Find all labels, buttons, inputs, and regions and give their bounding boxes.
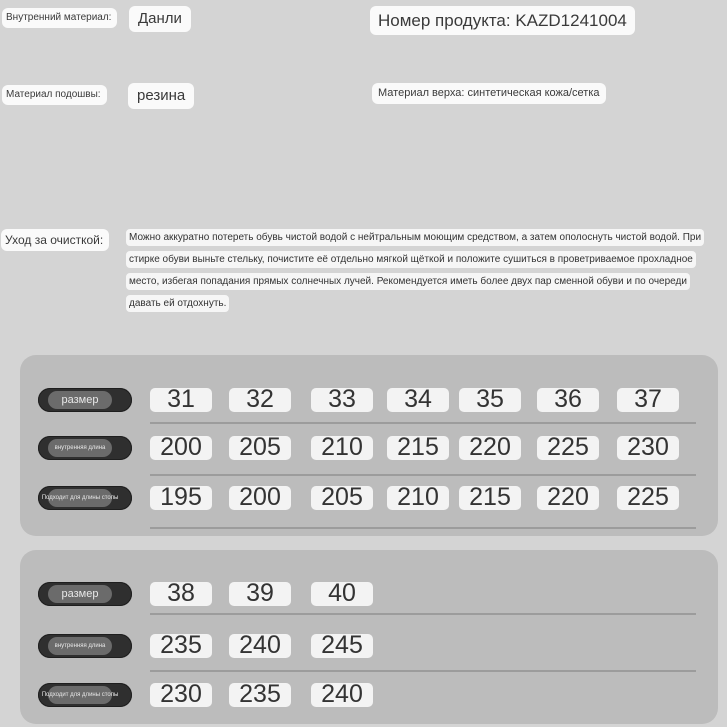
row-label-pill <box>38 436 132 460</box>
table-cell: 230 <box>627 433 669 461</box>
inner-material-value: Данли <box>129 6 191 32</box>
table-cell: 33 <box>328 385 356 413</box>
row-label-pill <box>38 486 132 510</box>
upper-material: Материал верха: синтетическая кожа/сетка <box>372 83 606 104</box>
table-cell: 230 <box>160 680 202 708</box>
table-cell: 195 <box>160 483 202 511</box>
table-cell: 215 <box>397 433 439 461</box>
row-divider <box>150 527 696 529</box>
table-cell: 34 <box>404 385 432 413</box>
table-cell: 210 <box>321 433 363 461</box>
row-divider <box>150 613 696 615</box>
table-cell: 32 <box>246 385 274 413</box>
row-divider <box>150 422 696 424</box>
row-label: размер <box>48 585 112 603</box>
table-cell: 38 <box>167 579 195 607</box>
row-label: внутренняя длина <box>48 637 112 655</box>
table-cell: 235 <box>239 680 281 708</box>
table-cell: 240 <box>239 631 281 659</box>
product-number: Номер продукта: KAZD1241004 <box>370 6 635 35</box>
row-label: Подходит для длины стопы <box>48 686 112 704</box>
care-label: Уход за очисткой: <box>1 229 109 251</box>
table-cell: 205 <box>239 433 281 461</box>
row-label-pill <box>38 634 132 658</box>
table-cell: 240 <box>321 680 363 708</box>
sole-material-label: Материал подошвы: <box>2 85 107 105</box>
table-cell: 225 <box>547 433 589 461</box>
table-cell: 215 <box>469 483 511 511</box>
table-cell: 245 <box>321 631 363 659</box>
table-cell: 205 <box>321 483 363 511</box>
row-label: внутренняя длина <box>48 439 112 457</box>
table-cell: 210 <box>397 483 439 511</box>
row-label: Подходит для длины стопы <box>48 489 112 507</box>
table-cell: 31 <box>167 385 195 413</box>
row-label: размер <box>48 391 112 409</box>
table-cell: 225 <box>627 483 669 511</box>
row-divider <box>150 474 696 476</box>
row-divider <box>150 670 696 672</box>
table-cell: 220 <box>469 433 511 461</box>
sole-material-value: резина <box>128 83 194 109</box>
table-cell: 36 <box>554 385 582 413</box>
table-cell: 37 <box>634 385 662 413</box>
care-instructions-text: Можно аккуратно потереть обувь чистой водой с нейтральным моющим средством, а затем ополоснуть чистой водой. При стирке обуви выньте стельку, почистите её отдельно мягкой щёткой и положите сушиться в проветриваемое прохладное место, избегая попадания прямых солнечных лучей. Рекомендуется иметь более двух пар сменной обуви и по очереди давать ей отдохнуть. <box>126 229 704 312</box>
row-label-pill <box>38 683 132 707</box>
table-cell: 200 <box>160 433 202 461</box>
row-label-pill <box>38 388 132 412</box>
table-cell: 200 <box>239 483 281 511</box>
table-cell: 40 <box>328 579 356 607</box>
table-cell: 35 <box>476 385 504 413</box>
inner-material-label: Внутренний материал: <box>2 8 117 28</box>
row-label-pill <box>38 582 132 606</box>
table-cell: 235 <box>160 631 202 659</box>
care-instructions <box>126 227 720 315</box>
table-cell: 220 <box>547 483 589 511</box>
table-cell: 39 <box>246 579 274 607</box>
